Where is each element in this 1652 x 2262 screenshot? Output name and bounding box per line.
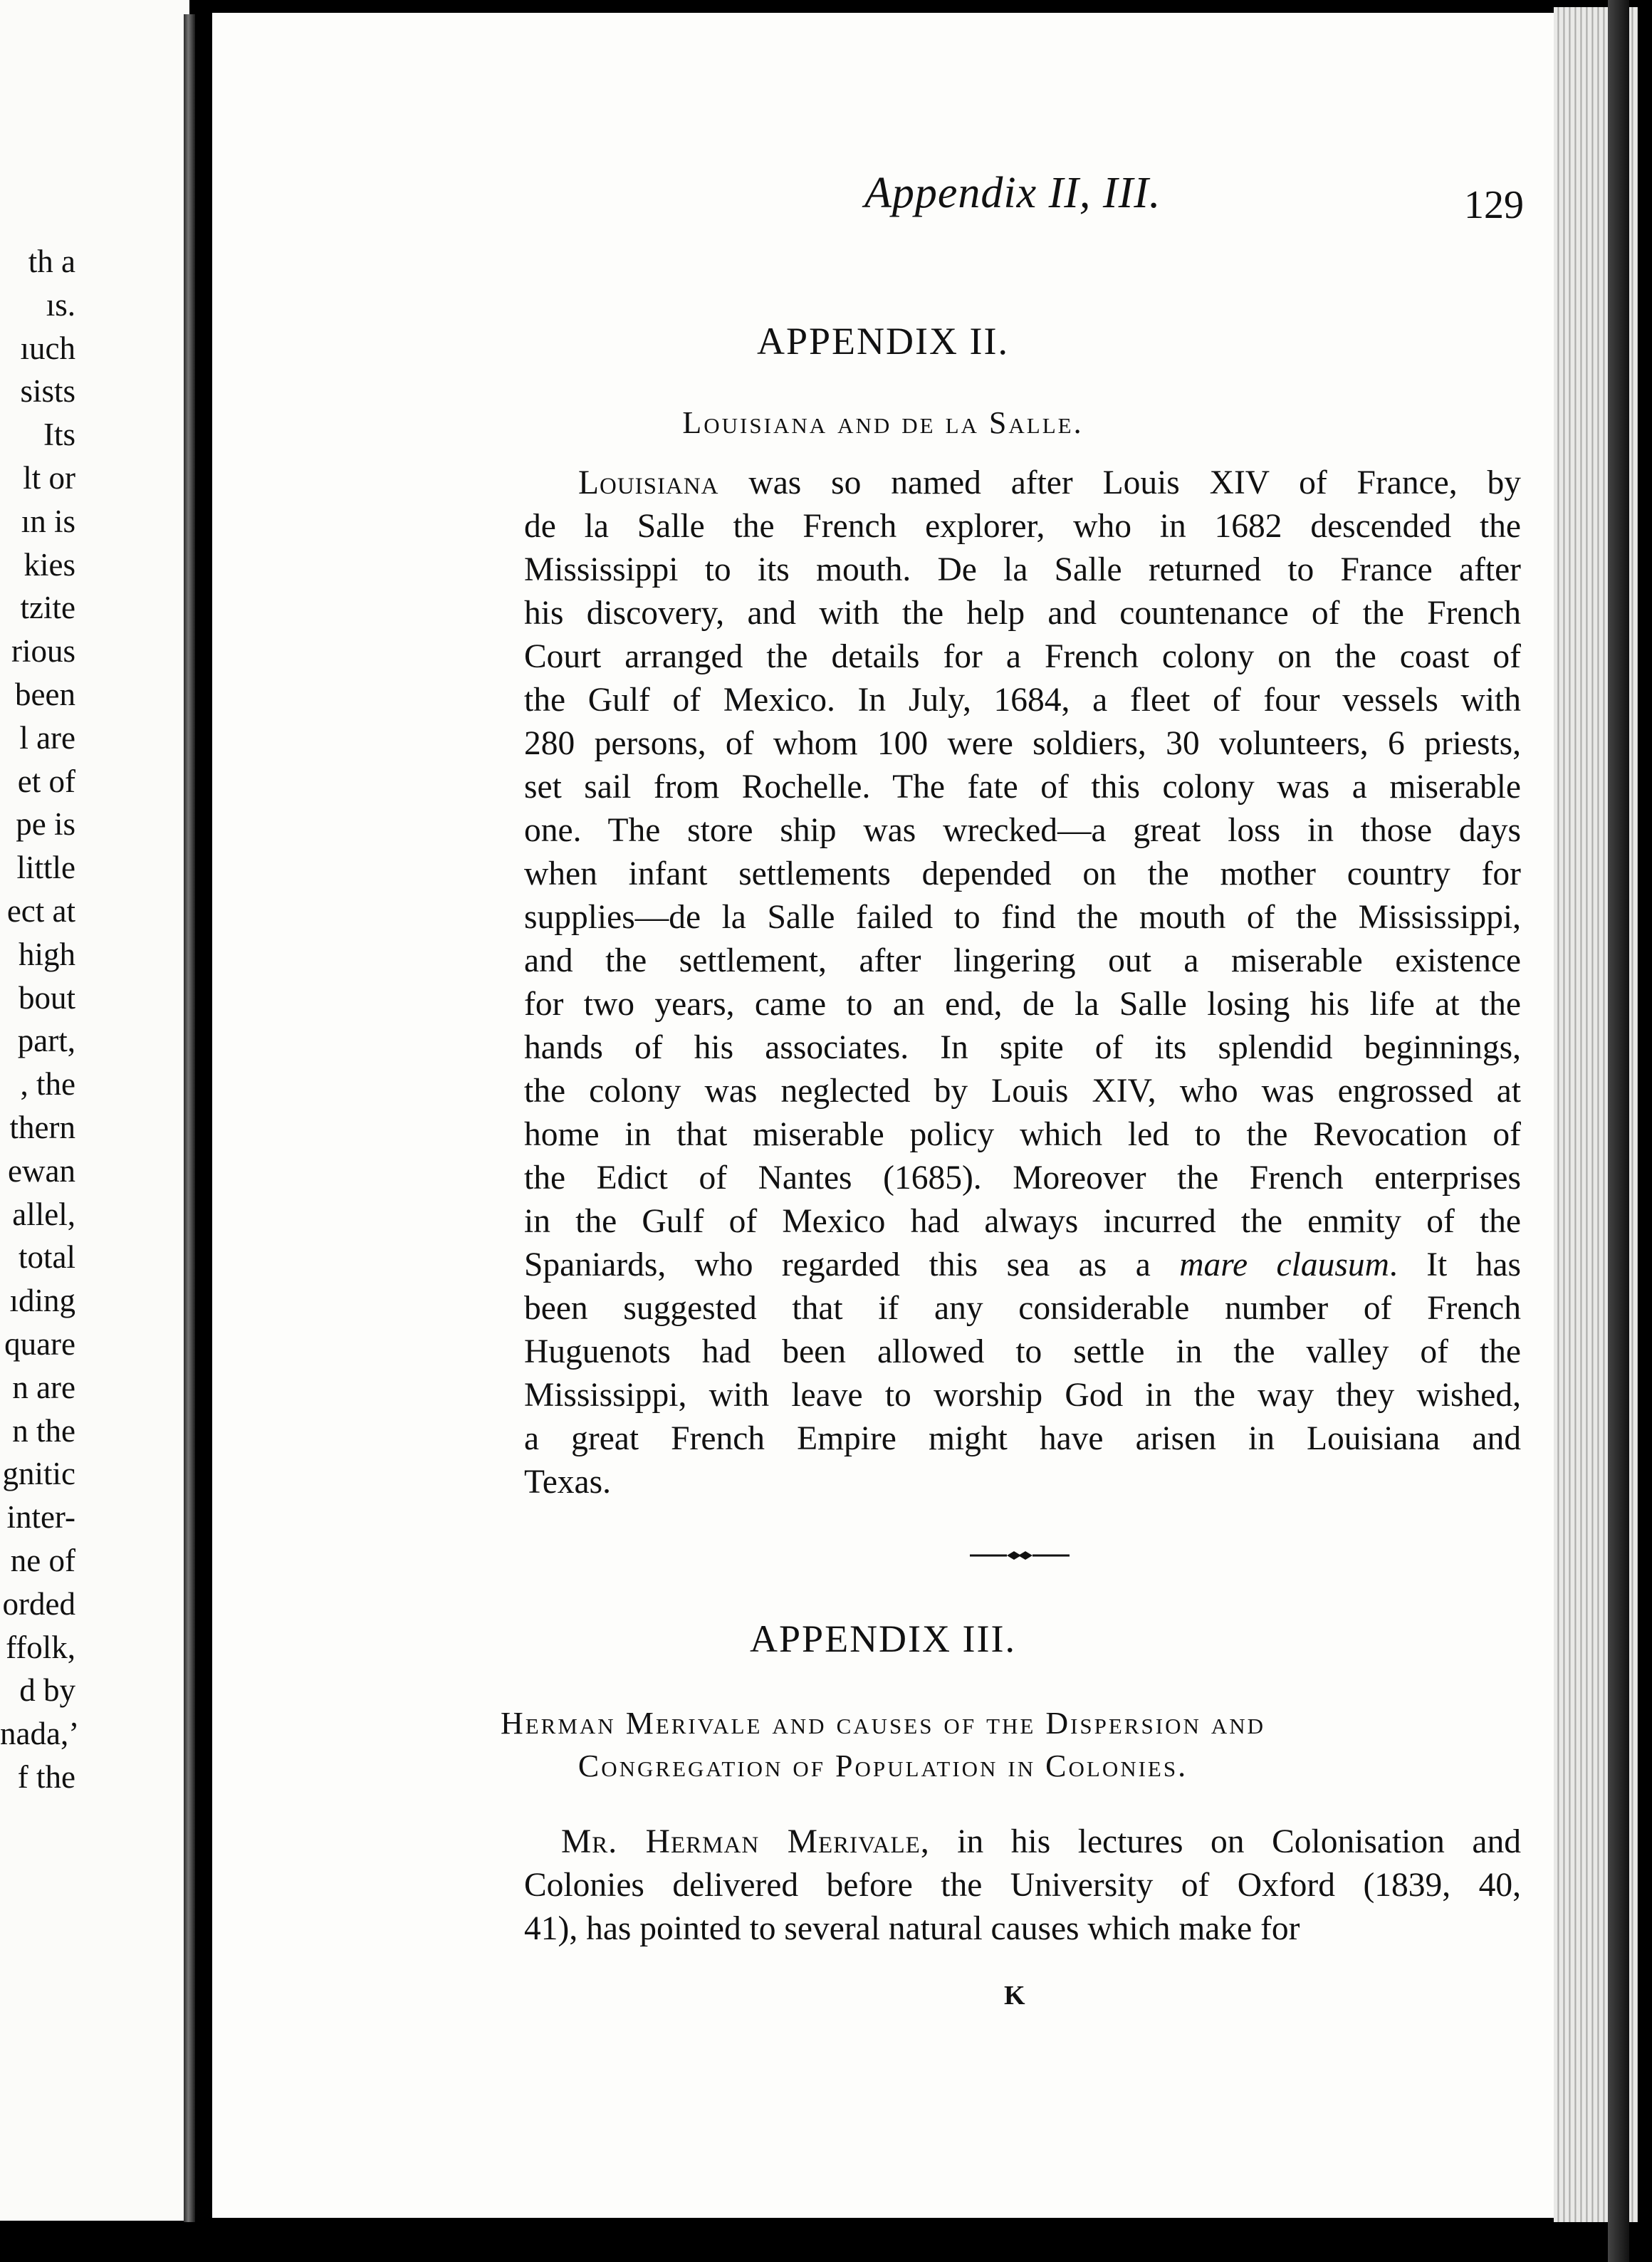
facing-page-line: ıding [9,1283,75,1319]
facing-page-line: inter- [6,1499,75,1536]
appendix-ii-heading: APPENDIX II. [757,320,1009,363]
book-edge-shadow [1608,0,1629,2262]
facing-page-line: quare [4,1325,75,1362]
text-line: one. The store ship was wrecked—a great loss in those days [524,812,1521,849]
signature-mark: K [1004,1981,1025,2011]
facing-page-line: high [18,936,75,972]
facing-page-line: allel, [12,1196,75,1232]
text-line: a great French Empire might have arisen in Louisiana and [524,1420,1521,1457]
page-number: 129 [1464,183,1524,227]
text-line: Colonies delivered before the University of Oxford (1839, 40, [524,1867,1521,1904]
facing-page-line: f the [17,1758,75,1795]
facing-page-line: , the [20,1066,75,1103]
facing-page-line: thern [9,1109,75,1145]
facing-page-line: Its [43,417,75,453]
text-line: supplies—de la Salle failed to find the mouth of the Mississippi, [524,899,1521,936]
text-line: Huguenots had been allowed to settle in the valley of the [524,1333,1521,1370]
facing-page-line: n are [12,1369,75,1405]
facing-page-line: little [16,850,75,886]
book-page [212,13,1554,2218]
text-line: set sail from Rochelle. The fate of this colony was a miserable [524,768,1521,806]
appendix-ii-body [524,462,1521,1504]
facing-page-line: tzite [20,590,75,626]
text-line: Mississippi, with leave to worship God in the way they wished, [524,1377,1521,1414]
text-line: Spaniards, who regarded this sea as a mare clausum. It has [524,1246,1522,1283]
text-line: in the Gulf of Mexico had always incurred the enmity of the [524,1203,1521,1240]
facing-page-line: ne of [10,1542,75,1578]
text-line: Mississippi to its mouth. De la Salle returned to France after [524,551,1521,588]
running-head: Appendix II, III. [864,169,1161,217]
appendix-iii-heading: APPENDIX III. [750,1617,1016,1660]
facing-page-line: ewan [8,1152,75,1189]
facing-page-line: nada,’ [0,1716,80,1752]
facing-page-text [0,240,189,1799]
facing-page-line: ıuch [20,330,75,366]
facing-page-line: th a [28,244,75,279]
facing-page-line: gnitic [2,1456,75,1492]
facing-page-line: kies [23,546,75,583]
text-line: the Edict of Nantes (1685). Moreover the French enterprises [524,1159,1521,1197]
text-line: 41), has pointed to several natural causes which make for [524,1910,1300,1947]
facing-page-line: pe is [16,806,75,843]
facing-page-line: sists [20,373,75,410]
facing-page-line: ect at [6,892,75,929]
facing-page-line: total [19,1239,75,1276]
text-line: hands of his associates. In spite of its splendid beginnings, [524,1029,1521,1066]
text-line: home in that miserable policy which led to the Revocation of [524,1116,1521,1153]
text-line: and the settlement, after lingering out a miserable existence [524,942,1521,979]
facing-page-line: ıs. [46,286,75,323]
facing-page-line: ın is [21,503,75,539]
facing-page-line: n the [12,1412,75,1449]
line-text: in his lectures on Colonisation and [929,1823,1522,1860]
text-line: the colony was neglected by Louis XIV, who was engrossed at [524,1073,1521,1110]
facing-page-line: et of [17,763,75,799]
text-line: for two years, came to an end, de la Salle losing his life at the [524,986,1521,1023]
appendix-iii-title-line1: Herman Merivale and causes of the Dispersion and [500,1706,1266,1741]
facing-page-line: orded [2,1585,75,1622]
facing-page-line: d by [19,1672,75,1709]
lead-in-words: Mr. Herman Merivale, [561,1823,930,1860]
text-line [524,462,1521,505]
text-line: de la Salle the French explorer, who in 1682 descended the [524,508,1521,545]
facing-page-line: lt or [23,459,75,496]
facing-page-line: rious [11,633,75,669]
text-line: 280 persons, of whom 100 were soldiers, 30 volunteers, 6 priests, [524,725,1521,762]
book-gutter [184,14,195,2222]
appendix-ii-title: Louisiana and de la Salle. [682,405,1084,440]
text-line: his discovery, and with the help and countenance of the French [524,595,1521,632]
facing-page-line: bout [18,979,75,1016]
appendix-iii-body [524,1820,1521,1951]
text-line: Court arranged the details for a French colony on the coast of [524,638,1521,675]
text-line: Texas. [524,1464,611,1501]
facing-page-line: l are [19,719,75,756]
text-line: the Gulf of Mexico. In July, 1684, a fleet of four vessels with [524,682,1521,719]
appendix-iii-title-line2: Congregation of Population in Colonies. [577,1748,1188,1783]
facing-page-line: ffolk, [6,1629,75,1665]
facing-page-line: been [15,676,75,712]
section-divider-ornament [970,1548,1070,1563]
text-line [524,1820,1521,1864]
line-text: was so named after Louis XIV of France, by [718,464,1521,501]
facing-left-page [0,0,189,2221]
lead-in-words: Louisiana [578,464,719,501]
text-line: been suggested that if any considerable number of French [524,1290,1521,1327]
text-line: when infant settlements depended on the mother country for [524,855,1521,892]
facing-page-line: part, [17,1023,75,1059]
